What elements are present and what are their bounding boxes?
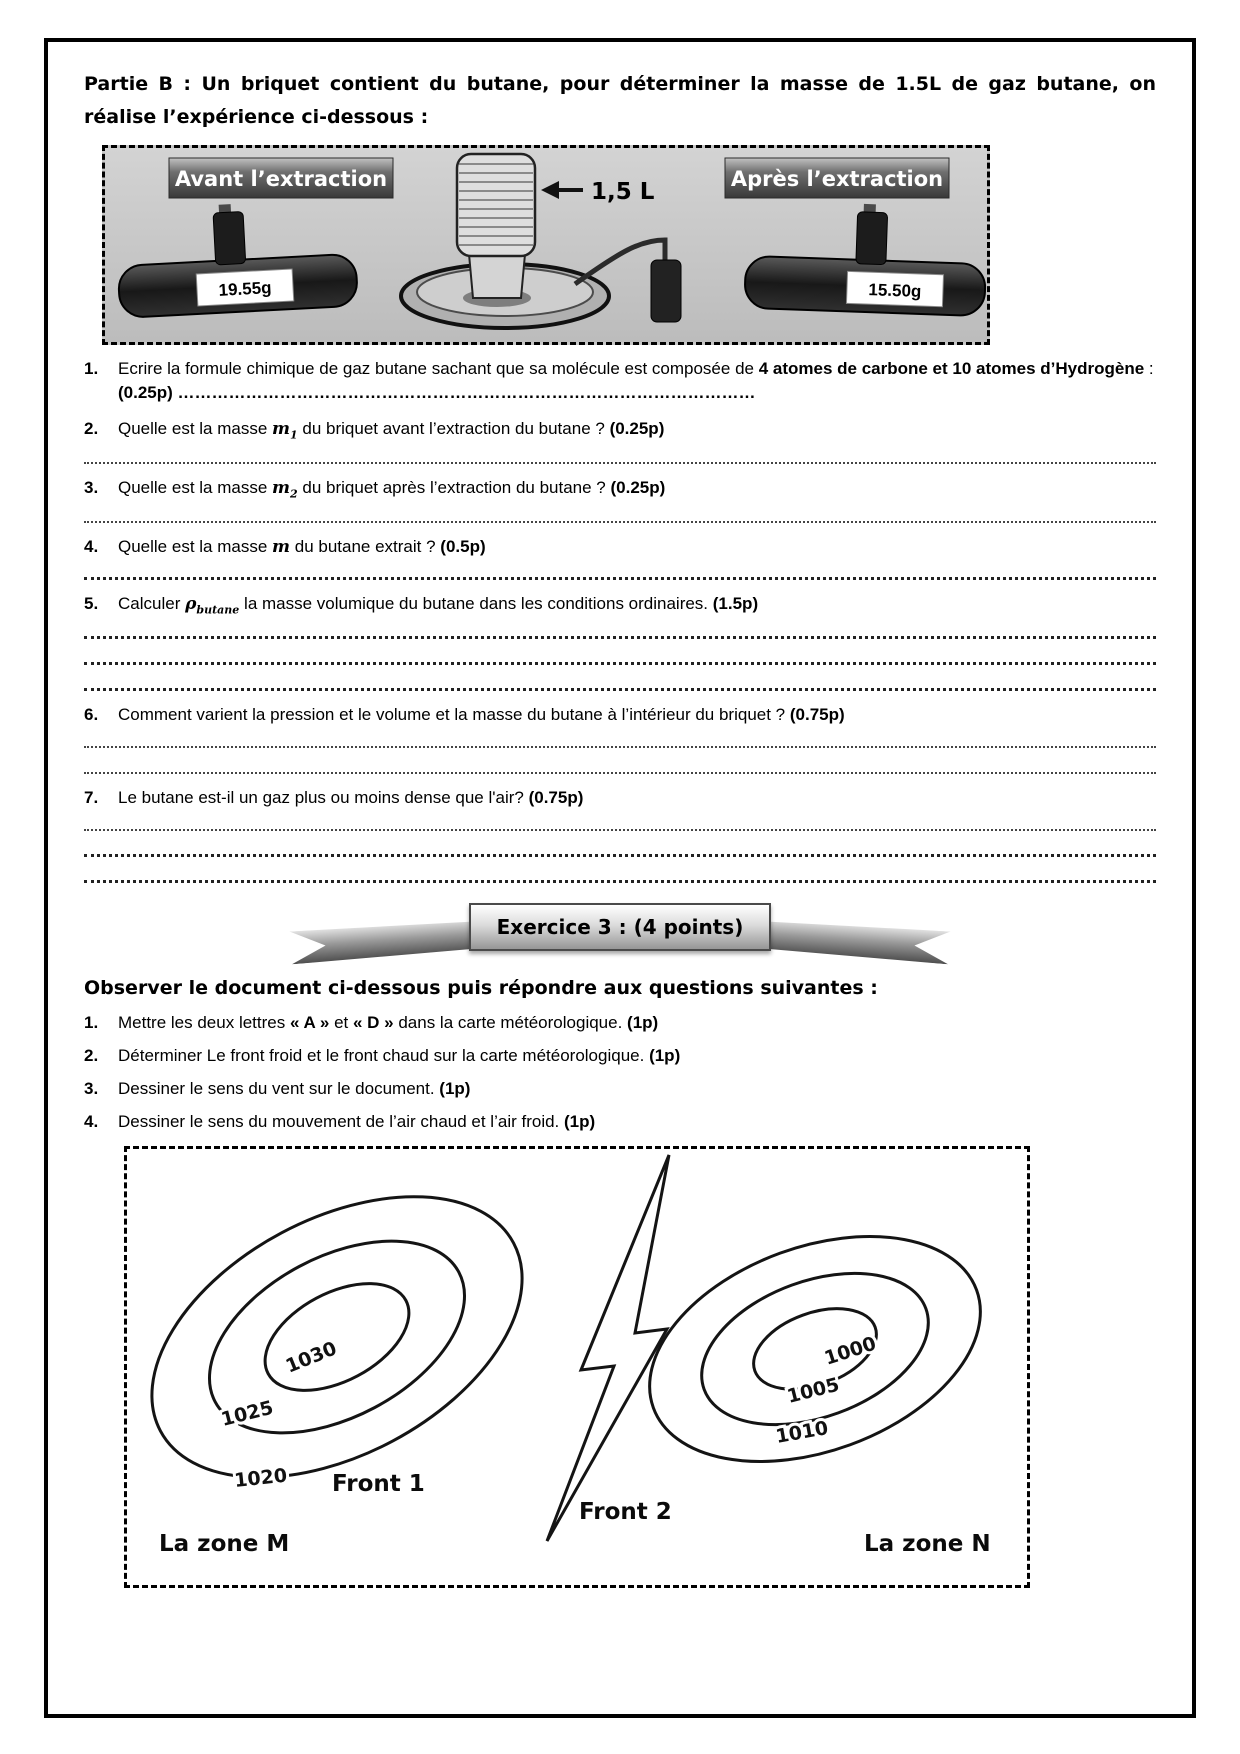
front-1-label: Front 1 xyxy=(332,1471,425,1498)
partie-b-text: Un briquet contient du butane, pour déterminer la masse de 1.5L de gaz butane, on réalise l’expérience ci-dessous : xyxy=(84,73,1156,129)
question-text: Déterminer Le front froid et le front chaud sur la carte météorologique. (1p) xyxy=(118,1045,681,1065)
answer-dotted-line xyxy=(84,644,1156,665)
question-number: 2. xyxy=(84,1045,99,1065)
zone-n-label: La zone N xyxy=(864,1531,991,1558)
experiment-figure xyxy=(102,145,990,345)
label-apres-extraction: Après l’extraction xyxy=(730,166,944,191)
isobar-1000-value: 1000 xyxy=(821,1332,879,1370)
question-item xyxy=(84,476,1156,502)
question-item xyxy=(84,1110,1156,1134)
exercice-3-banner xyxy=(290,899,950,961)
isobars-right-system xyxy=(618,1195,1011,1504)
question-item xyxy=(84,786,1156,810)
question-text: Comment varient la pression et le volume et la masse du butane à l’intérieur du briquet ? (0.75p) xyxy=(118,704,845,724)
exercice-3-instruction: Observer le document ci-dessous puis répondre aux questions suivantes : xyxy=(84,977,878,1000)
answer-dotted-line xyxy=(84,836,1156,857)
question-number: 1. xyxy=(84,1012,99,1032)
question-item xyxy=(84,1011,1156,1035)
front-bolt-symbol xyxy=(547,1155,669,1541)
mass-before-value: 19.55g xyxy=(218,277,272,300)
answer-dotted-line xyxy=(84,862,1156,883)
partie-b-label: Partie B : xyxy=(84,73,202,95)
question-text: Le butane est-il un gaz plus ou moins dense que l'air? (0.75p) xyxy=(118,788,584,807)
answer-dotted-line xyxy=(84,670,1156,691)
question-text: Mettre les deux lettres « A » et « D » dans la carte météorologique. (1p) xyxy=(118,1012,659,1032)
volume-label: 1,5 L xyxy=(591,178,655,205)
isobar-1020-value: 1020 xyxy=(233,1464,289,1493)
question-item xyxy=(84,592,1156,618)
question-text: Ecrire la formule chimique de gaz butane sachant que sa molécule est composée de 4 atomes de carbone et 10 atomes d’Hydrogène : (0.25p) ………………………………………………………………………………………… xyxy=(118,358,1154,402)
answer-dotted-line xyxy=(84,443,1156,464)
answer-dotted-line xyxy=(84,618,1156,639)
question-number: 5. xyxy=(84,593,99,613)
isobar-1030-value: 1030 xyxy=(282,1337,340,1378)
question-item xyxy=(84,703,1156,727)
measuring-cylinder xyxy=(457,154,535,256)
question-text: Dessiner le sens du mouvement de l’air chaud et l’air froid. (1p) xyxy=(118,1112,596,1132)
zone-m-label: La zone M xyxy=(159,1531,290,1558)
weather-map xyxy=(127,1149,1027,1585)
cylinder-neck xyxy=(469,254,525,298)
mass-after-value: 15.50g xyxy=(868,279,922,301)
front-2-label: Front 2 xyxy=(579,1499,672,1526)
answer-dotted-line xyxy=(84,559,1156,580)
answer-dotted-line xyxy=(84,810,1156,831)
question-item xyxy=(84,417,1156,443)
lighter-before-cap xyxy=(213,211,246,264)
isobar-1005-value: 1005 xyxy=(784,1373,842,1409)
question-number: 2. xyxy=(84,418,99,438)
isobar-1010-line xyxy=(618,1195,1011,1504)
question-number: 3. xyxy=(84,1078,99,1098)
partie-b-heading xyxy=(84,68,1156,135)
question-number: 4. xyxy=(84,1112,99,1132)
label-avant-extraction: Avant l’extraction xyxy=(174,166,388,191)
questions-partie-b xyxy=(84,357,1156,884)
isobar-1030-line xyxy=(247,1262,426,1413)
answer-dotted-line xyxy=(84,727,1156,748)
lighter-after-cap xyxy=(856,211,888,264)
question-number: 3. xyxy=(84,477,99,497)
question-item xyxy=(84,1077,1156,1101)
exercice-3-title: Exercice 3 : (4 points) xyxy=(469,903,771,951)
answer-dotted-line xyxy=(84,502,1156,523)
question-number: 7. xyxy=(84,788,99,807)
question-text: Quelle est la masse m du butane extrait ? (0.5p) xyxy=(118,536,486,557)
question-text: Quelle est la masse $m_2$ du briquet après l’extraction du butane ? (0.25p) xyxy=(118,477,666,501)
answer-dotted-line xyxy=(84,753,1156,774)
questions-exercice-3 xyxy=(84,1011,1156,1135)
question-item xyxy=(84,1044,1156,1068)
question-text: Quelle est la masse $m_1$ du briquet avant l’extraction du butane ? (0.25p) xyxy=(118,418,665,442)
isobar-1025-line xyxy=(178,1202,497,1473)
question-text: Dessiner le sens du vent sur le document. (1p) xyxy=(118,1078,471,1098)
weather-map-figure xyxy=(124,1146,1030,1588)
question-item xyxy=(84,357,1156,405)
question-text: Calculer $\rho_{butane}$ la masse volumique du butane dans les conditions ordinaires. (1.5p) xyxy=(118,593,759,617)
worksheet-page xyxy=(44,38,1196,1718)
question-number: 4. xyxy=(84,536,99,556)
isobar-1025-value: 1025 xyxy=(218,1396,276,1432)
isobar-1010-value: 1010 xyxy=(774,1417,830,1449)
gas-canister xyxy=(651,260,681,322)
apparatus-illustration xyxy=(105,148,987,342)
question-number: 1. xyxy=(84,358,99,378)
question-item xyxy=(84,535,1156,559)
question-number: 6. xyxy=(84,704,99,724)
